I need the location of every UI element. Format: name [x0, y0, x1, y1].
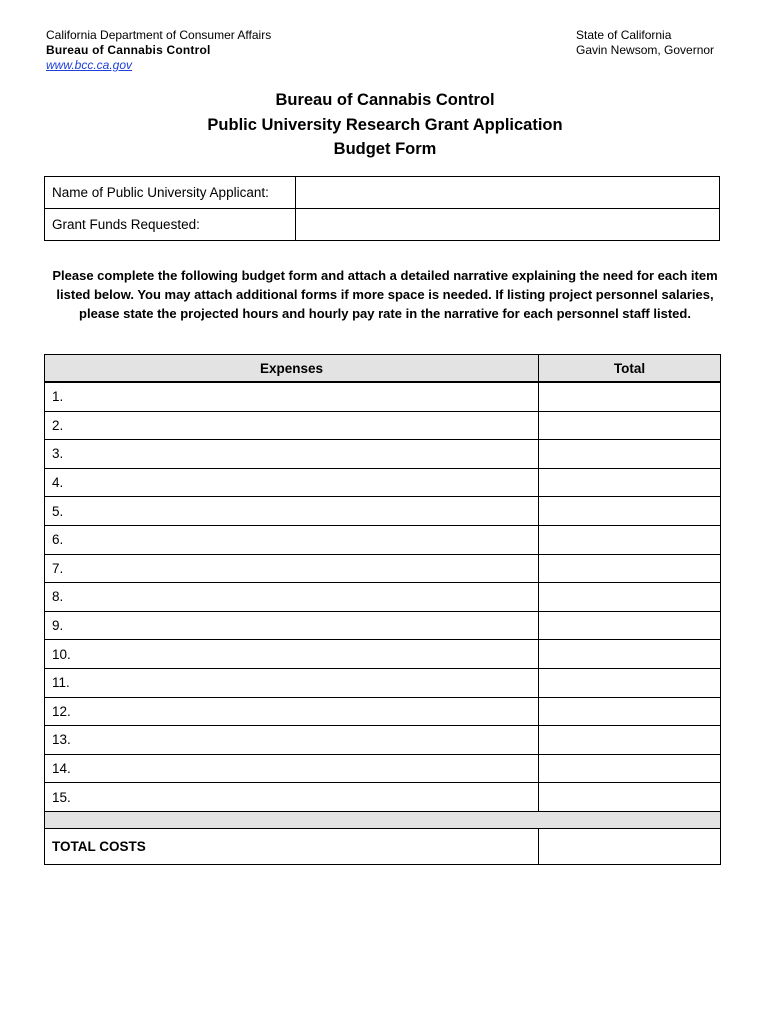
expense-total-field[interactable] — [539, 468, 721, 497]
expense-row — [45, 726, 721, 755]
title-budget-form: Budget Form — [333, 140, 437, 158]
expense-row — [45, 468, 721, 497]
expense-total-field[interactable] — [539, 611, 721, 640]
expense-total-field[interactable] — [539, 668, 721, 697]
expense-total-field[interactable] — [539, 382, 721, 411]
instructions-text: Please complete the following budget form and attach a detailed narrative explaining the need for each item listed below. You may attach additional forms if more space is needed. If listing project personnel salaries, please state the projected hours and hourly pay rate in the narrative for each personnel staff listed. — [52, 268, 718, 322]
expense-total-field[interactable] — [539, 754, 721, 783]
header-right — [576, 28, 714, 58]
expense-row — [45, 611, 721, 640]
expense-item-field[interactable]: 11. — [45, 668, 539, 697]
department-name: California Department of Consumer Affairs — [46, 28, 272, 42]
grant-funds-field[interactable] — [296, 209, 720, 241]
grant-funds-label: Grant Funds Requested: — [45, 209, 296, 241]
total-costs-label: TOTAL COSTS — [45, 828, 539, 864]
expense-row — [45, 382, 721, 411]
header-left — [46, 28, 271, 73]
applicant-name-field[interactable] — [296, 177, 720, 209]
expense-row — [45, 497, 721, 526]
expense-total-field[interactable] — [539, 525, 721, 554]
total-costs-field[interactable] — [539, 828, 721, 864]
bureau-name: Bureau of Cannabis Control — [46, 43, 211, 57]
website-link[interactable]: www.bcc.ca.gov — [46, 58, 133, 72]
expense-total-field[interactable] — [539, 697, 721, 726]
expense-total-field[interactable] — [539, 726, 721, 755]
total-header: Total — [539, 355, 721, 383]
expense-item-field[interactable]: 8. — [45, 583, 539, 612]
expense-item-field[interactable]: 4. — [45, 468, 539, 497]
expense-item-field[interactable]: 13. — [45, 726, 539, 755]
expense-total-field[interactable] — [539, 640, 721, 669]
form-title-block — [0, 88, 770, 162]
separator-cell — [45, 811, 721, 828]
expenses-header: Expenses — [45, 355, 539, 383]
expense-row — [45, 754, 721, 783]
expense-total-field[interactable] — [539, 411, 721, 440]
expense-total-field[interactable] — [539, 440, 721, 469]
expense-row — [45, 440, 721, 469]
expense-row — [45, 411, 721, 440]
expense-row — [45, 640, 721, 669]
applicant-row — [45, 177, 720, 209]
expense-row — [45, 697, 721, 726]
expense-total-field[interactable] — [539, 554, 721, 583]
expense-row — [45, 554, 721, 583]
expense-item-field[interactable]: 3. — [45, 440, 539, 469]
applicant-info-table — [44, 176, 720, 241]
governor-name: Gavin Newsom, Governor — [576, 43, 715, 57]
budget-table — [44, 354, 721, 865]
expense-item-field[interactable]: 15. — [45, 783, 539, 812]
expense-row — [45, 783, 721, 812]
expense-item-field[interactable]: 1. — [45, 382, 539, 411]
total-costs-row — [45, 828, 721, 864]
expense-total-field[interactable] — [539, 497, 721, 526]
expense-row — [45, 583, 721, 612]
title-application: Public University Research Grant Application — [207, 115, 563, 134]
budget-header-row — [45, 355, 721, 383]
expense-item-field[interactable]: 6. — [45, 525, 539, 554]
expense-row — [45, 668, 721, 697]
expense-row — [45, 525, 721, 554]
expense-item-field[interactable]: 5. — [45, 497, 539, 526]
expense-item-field[interactable]: 7. — [45, 554, 539, 583]
title-bureau: Bureau of Cannabis Control — [275, 91, 495, 109]
expense-item-field[interactable]: 9. — [45, 611, 539, 640]
funds-row — [45, 209, 720, 241]
expense-total-field[interactable] — [539, 583, 721, 612]
expense-item-field[interactable]: 10. — [45, 640, 539, 669]
expense-item-field[interactable]: 12. — [45, 697, 539, 726]
expense-item-field[interactable]: 2. — [45, 411, 539, 440]
state-name: State of California — [576, 28, 672, 42]
expense-total-field[interactable] — [539, 783, 721, 812]
applicant-name-label: Name of Public University Applicant: — [45, 177, 296, 209]
expense-item-field[interactable]: 14. — [45, 754, 539, 783]
separator-row — [45, 811, 721, 828]
